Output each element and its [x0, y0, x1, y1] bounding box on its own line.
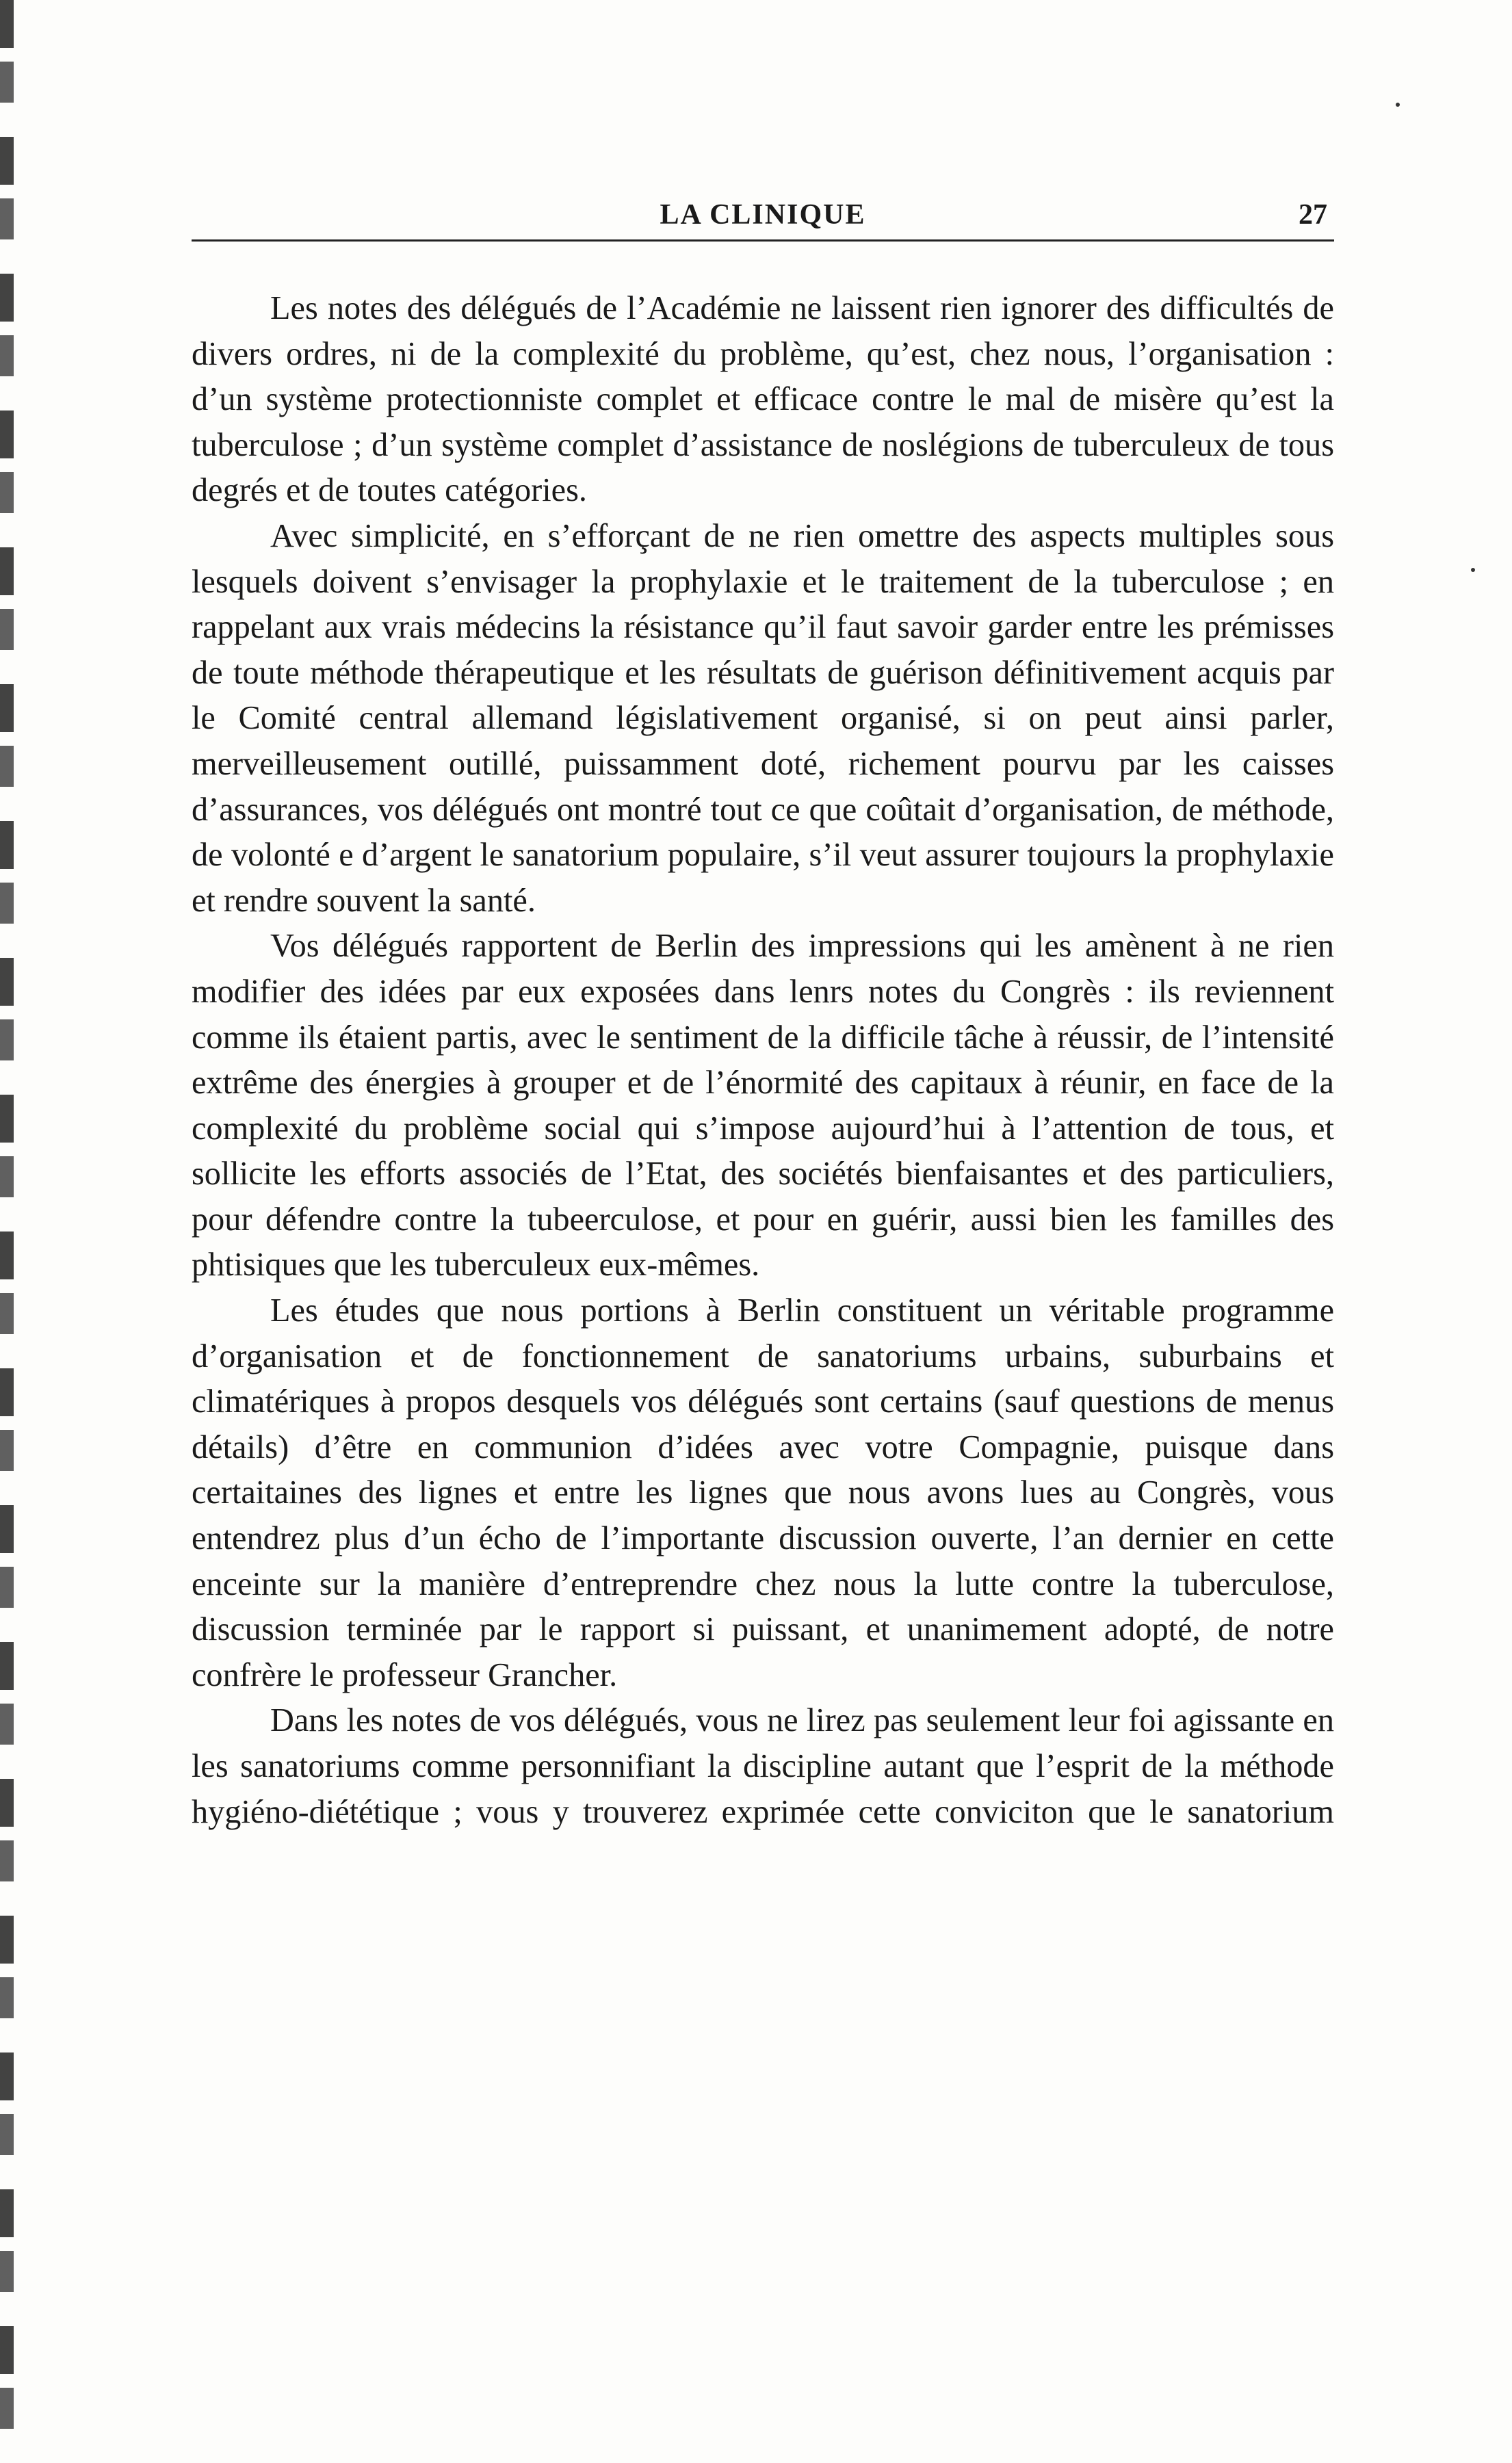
paragraph: Les notes des délégués de l’Académie ne laissent rien ignorer des difficultés de divers ordres, ni de la complexité du problème, qu’est, chez nous, l’organisation : d’un système protectionniste complet et efficace contre le mal de misère qu’est la tuberculose ; d’un système complet d’assistance de noslégions de tuberculeux de tous degrés et de toutes catégories. — [192, 290, 1334, 509]
scan-speck — [1471, 568, 1475, 572]
scan-binding-edge — [0, 0, 14, 2463]
scan-speck — [1396, 103, 1400, 107]
body-text — [192, 286, 1334, 1835]
page-number: 27 — [1299, 199, 1327, 231]
paragraph: Vos délégués rapportent de Berlin des impressions qui les amènent à ne rien modifier des idées par eux exposées dans lenrs notes du Congrès : ils reviennent comme ils étaient partis, avec le sentiment de la difficile tâche à réussir, de l’intensité extrême des énergies à grouper et de l’énormité des capitaux à réunir, en face de la complexité du problème social qui s’impose aujourd’hui à l’attention de tous, et sollicite les efforts associés de l’Etat, des sociétés bienfaisantes et des particuliers, pour défendre contre la tubeerculose, et pour en guérir, aussi bien les familles des phtisiques que les tuberculeux eux-mêmes. — [192, 928, 1334, 1283]
paragraph: Les études que nous portions à Berlin constituent un véritable programme d’organisation et de fonctionnement de sanatoriums urbains, suburbains et climatériques à propos desquels vos délégués sont certains (sauf questions de menus détails) d’être en communion d’idées avec votre Compagnie, puisque dans certaitaines des lignes et entre les lignes que nous avons lues au Congrès, vous entendrez plus d’un écho de l’importante discussion ouverte, l’an dernier en cette enceinte sur la manière d’entreprendre chez nous la lutte contre la tuberculose, discussion terminée par le rapport si puissant, et unanimement adopté, de notre confrère le professeur Grancher. — [192, 1292, 1334, 1693]
page-header — [192, 198, 1334, 242]
paragraph: Dans les notes de vos délégués, vous ne lirez pas seulement leur foi agissante en les sanatoriums comme personnifiant la discipline autant que l’esprit de la méthode hygiéno-diététique ; vous y trouverez exprimée cette conviciton que le sanatorium — [192, 1702, 1334, 1830]
running-title: LA CLINIQUE — [660, 199, 866, 231]
paragraph: Avec simplicité, en s’efforçant de ne rien omettre des aspects multiples sous lesquels doivent s’envisager la prophylaxie et le traitement de la tuberculose ; en rappelant aux vrais médecins la résistance qu’il faut savoir garder entre les prémisses de toute méthode thérapeutique et les résultats de guérison définitivement acquis par le Comité central allemand législativement organisé, si on peut ainsi parler, merveilleusement outillé, puissamment doté, richement pourvu par les caisses d’assurances, vos délégués ont montré tout ce que coûtait d’organisation, de méthode, de volonté e d’argent le sanatorium populaire, s’il veut assurer toujours la prophylaxie et rendre souvent la santé. — [192, 517, 1334, 919]
